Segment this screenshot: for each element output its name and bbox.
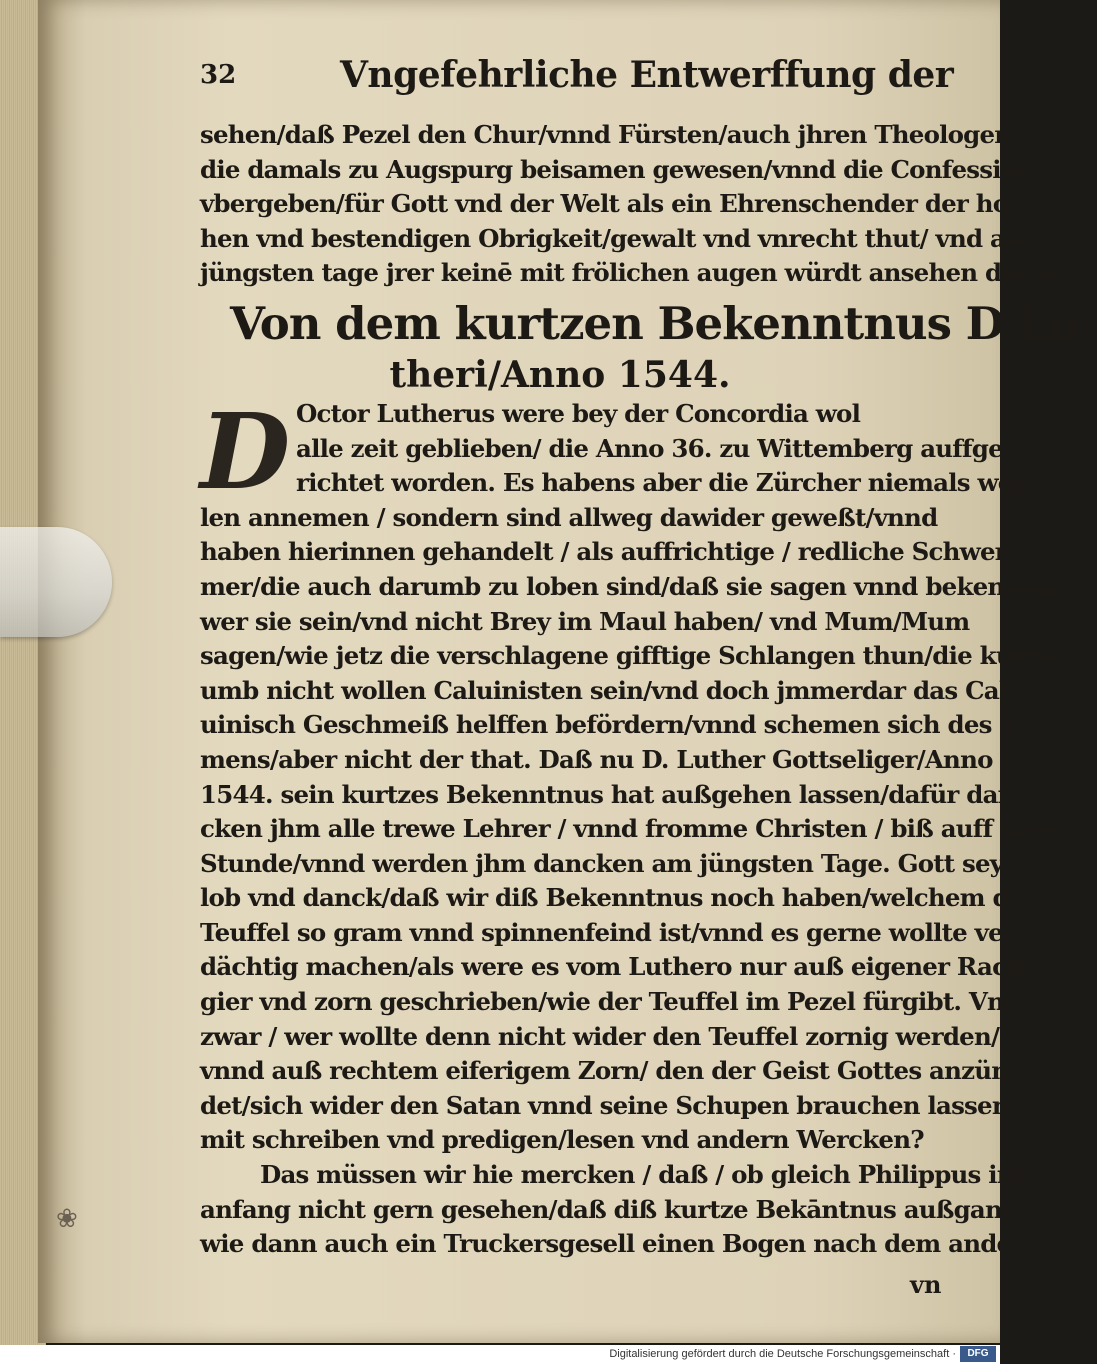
- text-line: uinisch Geschmeiß helffen befördern/vnnd schemen sich des Na-: [200, 710, 1046, 740]
- printer-ornament: ❀: [56, 1204, 78, 1234]
- text-block-before: [200, 118, 1071, 291]
- running-title: Vngefehrliche Entwerffung der: [340, 54, 954, 96]
- text-line: Teuffel so gram vnnd spinnenfeind ist/vnnd es gerne wollte ver-: [200, 917, 1025, 947]
- text-line: lob vnd danck/daß wir diß Bekenntnus noch haben/welchem der: [200, 883, 1036, 913]
- page-clip: [0, 527, 112, 637]
- text-line: 1544. sein kurtzes Bekenntnus hat außgehen lassen/dafür dan-: [200, 779, 1025, 809]
- text-line: wer sie sein/vnd nicht Brey im Maul haben/ vnd Mum/Mum: [200, 606, 970, 636]
- catchword: vn: [910, 1270, 942, 1299]
- text-line: gier vnd zorn geschrieben/wie der Teuffel im Pezel fürgibt. Vnd: [200, 987, 1021, 1017]
- text-line: alle zeit geblieben/ die Anno 36. zu Wittemberg auffge-: [296, 433, 1013, 463]
- text-line: wie dann auch ein Truckersgesell einen Bogen nach dem andern: [200, 1229, 1041, 1259]
- footer-credit: Digitalisierung gefördert durch die Deutsche Forschungsgemeinschaft ·: [609, 1348, 956, 1360]
- text-line: zwar / wer wollte denn nicht wider den Teuffel zornig werden/: [200, 1021, 1000, 1051]
- text-line: richtet worden. Es habens aber die Zürcher niemals wol-: [296, 468, 1032, 498]
- page-number: 32: [200, 60, 237, 90]
- text-line: hen vnd bestendigen Obrigkeit/gewalt vnd vnrecht thut/ vnd am: [200, 223, 1031, 253]
- section-heading-line-2: theri/Anno 1544.: [389, 353, 731, 396]
- text-line: Stunde/vnnd werden jhm dancken am jüngsten Tage. Gott sey: [200, 848, 1004, 878]
- text-line: anfang nicht gern gesehen/daß diß kurtze Bekāntnus außgangen/: [200, 1194, 1059, 1224]
- text-line: mit schreiben vnd predigen/lesen vnd andern Wercken?: [200, 1125, 924, 1155]
- text-line: jüngsten tage jrer keinē mit frölichen augen würdt ansehen dörffe.: [200, 258, 1071, 288]
- text-line: sagen/wie jetz die verschlagene gifftige Schlangen thun/die kurtz-: [200, 641, 1058, 671]
- text-line: die damals zu Augspurg beisamen gewesen/vnnd die Confession: [200, 154, 1034, 184]
- initial-paragraph: [200, 389, 1032, 513]
- text-block-after: [200, 501, 1062, 1262]
- text-line: sehen/daß Pezel den Chur/vnnd Fürsten/auch jhren Theologen/: [200, 120, 1020, 149]
- drop-initial: D: [200, 389, 291, 513]
- text-line: umb nicht wollen Caluinisten sein/vnd doch jmmerdar das Cal-: [200, 675, 1017, 705]
- text-line: vbergeben/für Gott vnd der Welt als ein Ehrenschender der ho-: [200, 189, 1018, 219]
- text-line: mer/die auch darumb zu loben sind/daß sie sagen vnnd bekennen/: [200, 571, 1062, 601]
- text-line: cken jhm alle trewe Lehrer / vnnd fromme Christen / biß auff dise: [200, 814, 1053, 844]
- section-heading-line-1: Von dem kurtzen Bekenntnus D.Lu-: [230, 296, 1097, 350]
- dfg-logo: DFG: [960, 1346, 996, 1362]
- text-line: haben hierinnen gehandelt / als auffrichtige / redliche Schwer-: [200, 537, 1017, 567]
- paragraph-start-line: Das müssen wir hie mercken / daß / ob gleich Philippus im: [260, 1160, 1022, 1190]
- page-header: [200, 50, 960, 118]
- text-line: mens/aber nicht der that. Daß nu D. Luther Gottseliger/Anno: [200, 744, 993, 774]
- page-text: [200, 50, 1097, 1299]
- text-line: Octor Lutherus were bey der Concordia wol: [296, 398, 861, 428]
- text-line: vnnd auß rechtem eiferigem Zorn/ den der Geist Gottes anzün-: [200, 1056, 1018, 1086]
- text-line: len annemen / sondern sind allweg dawider geweßt/vnnd: [200, 502, 938, 532]
- text-line: dächtig machen/als were es vom Luthero nur auß eigener Rach-: [200, 952, 1033, 982]
- text-line: det/sich wider den Satan vnnd seine Schupen brauchen lassen/: [200, 1090, 1018, 1120]
